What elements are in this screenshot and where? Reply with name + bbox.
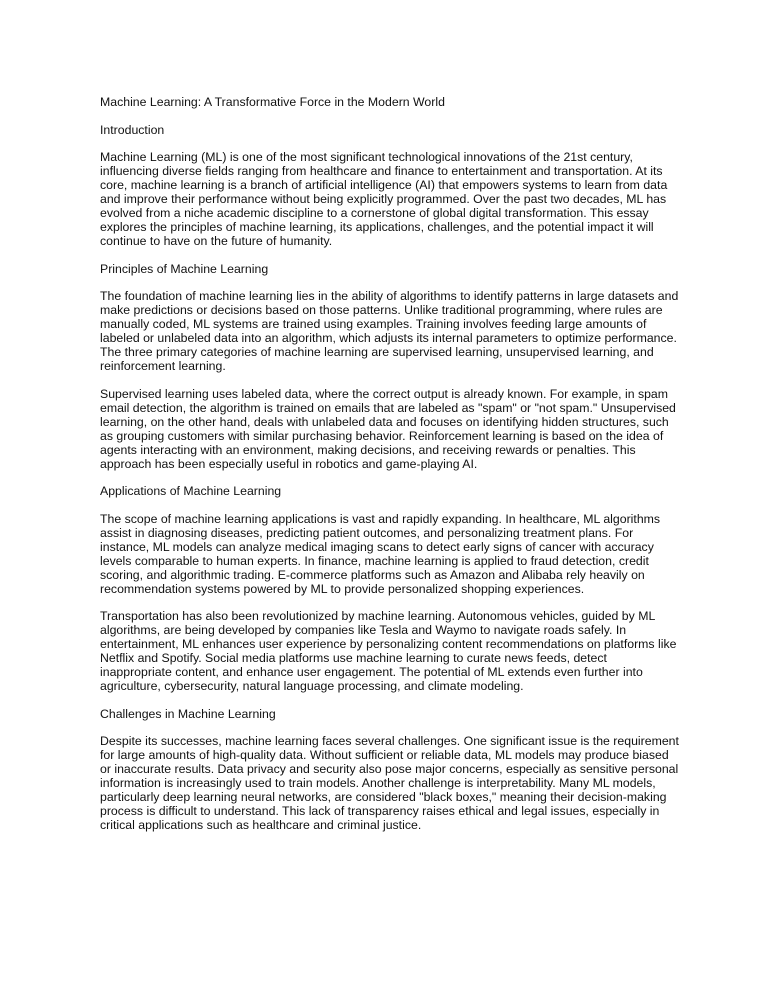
paragraph-principles-2: Supervised learning uses labeled data, where the correct output is already known. For example, in spam email detection, the algorithm is trained on emails that are labeled as "spam" or "not spam." Unsupervised learning, on the other hand, deals with unlabeled data and focuses on identifying hidden structures, such as grouping customers with similar purchasing behavior. Reinforcement learning is based on the idea of agents interacting with an environment, making decisions, and receiving rewards or penalties. This approach has been especially useful in robotics and game-playing AI. [100,386,676,471]
paragraph-principles-1: The foundation of machine learning lies in the ability of algorithms to identify patterns in large datasets and make predictions or decisions based on those patterns. Unlike traditional programming, where rules are manually coded, ML systems are trained using examples. Training involves feeding large amounts of labeled or unlabeled data into an algorithm, which adjusts its internal parameters to optimize performance. The three primary categories of machine learning are supervised learning, unsupervised learning, and reinforcement learning. [100,289,679,373]
document-page [100,95,680,846]
document-title: Machine Learning: A Transformative Force in the Modern World [100,95,445,109]
paragraph-applications-2: Transportation has also been revolutionized by machine learning. Autonomous vehicles, guided by ML algorithms, are being developed by companies like Tesla and Waymo to navigate roads safely. In entertainment, ML enhances user experience by personalizing content recommendations on platforms like Netflix and Spotify. Social media platforms use machine learning to curate news feeds, detect inappropriate content, and enhance user engagement. The potential of ML extends even further into agriculture, cybersecurity, natural language processing, and climate modeling. [100,609,677,693]
section-heading-challenges: Challenges in Machine Learning [100,706,276,721]
section-heading-applications: Applications of Machine Learning [100,484,282,498]
paragraph-applications-1: The scope of machine learning applications is vast and rapidly expanding. In healthcare, ML algorithms assist in diagnosing diseases, predicting patient outcomes, and personalizing treatment plans. For instance, ML models can analyze medical imaging scans to detect early signs of cancer with accuracy levels comparable to human experts. In finance, machine learning is applied to fraud detection, credit scoring, and algorithmic trading. E-commerce platforms such as Amazon and Alibaba rely heavily on recommendation systems powered by ML to provide personalized shopping experiences. [100,511,661,596]
section-heading-introduction: Introduction [100,122,165,137]
paragraph-introduction-1: Machine Learning (ML) is one of the most significant technological innovations of the 21st century, influencing diverse fields ranging from healthcare and finance to entertainment and transportation. At its core, machine learning is a branch of artificial intelligence (AI) that empowers systems to learn from data and improve their performance without being explicitly programmed. Over the past two decades, ML has evolved from a niche academic discipline to a cornerstone of global digital transformation. This essay explores the principles of machine learning, its applications, challenges, and the potential impact it will continue to have on the future of humanity. [100,150,668,248]
paragraph-challenges-1: Despite its successes, machine learning faces several challenges. One significant issue is the requirement for large amounts of high-quality data. Without sufficient or reliable data, ML models may produce biased or inaccurate results. Data privacy and security also pose major concerns, especially as sensitive personal information is increasingly used to train models. Another challenge is interpretability. Many ML models, particularly deep learning neural networks, are considered "black boxes," meaning their decision-making process is difficult to understand. This lack of transparency raises ethical and legal issues, especially in critical applications such as healthcare and criminal justice. [100,734,679,832]
section-heading-principles: Principles of Machine Learning [100,261,269,276]
